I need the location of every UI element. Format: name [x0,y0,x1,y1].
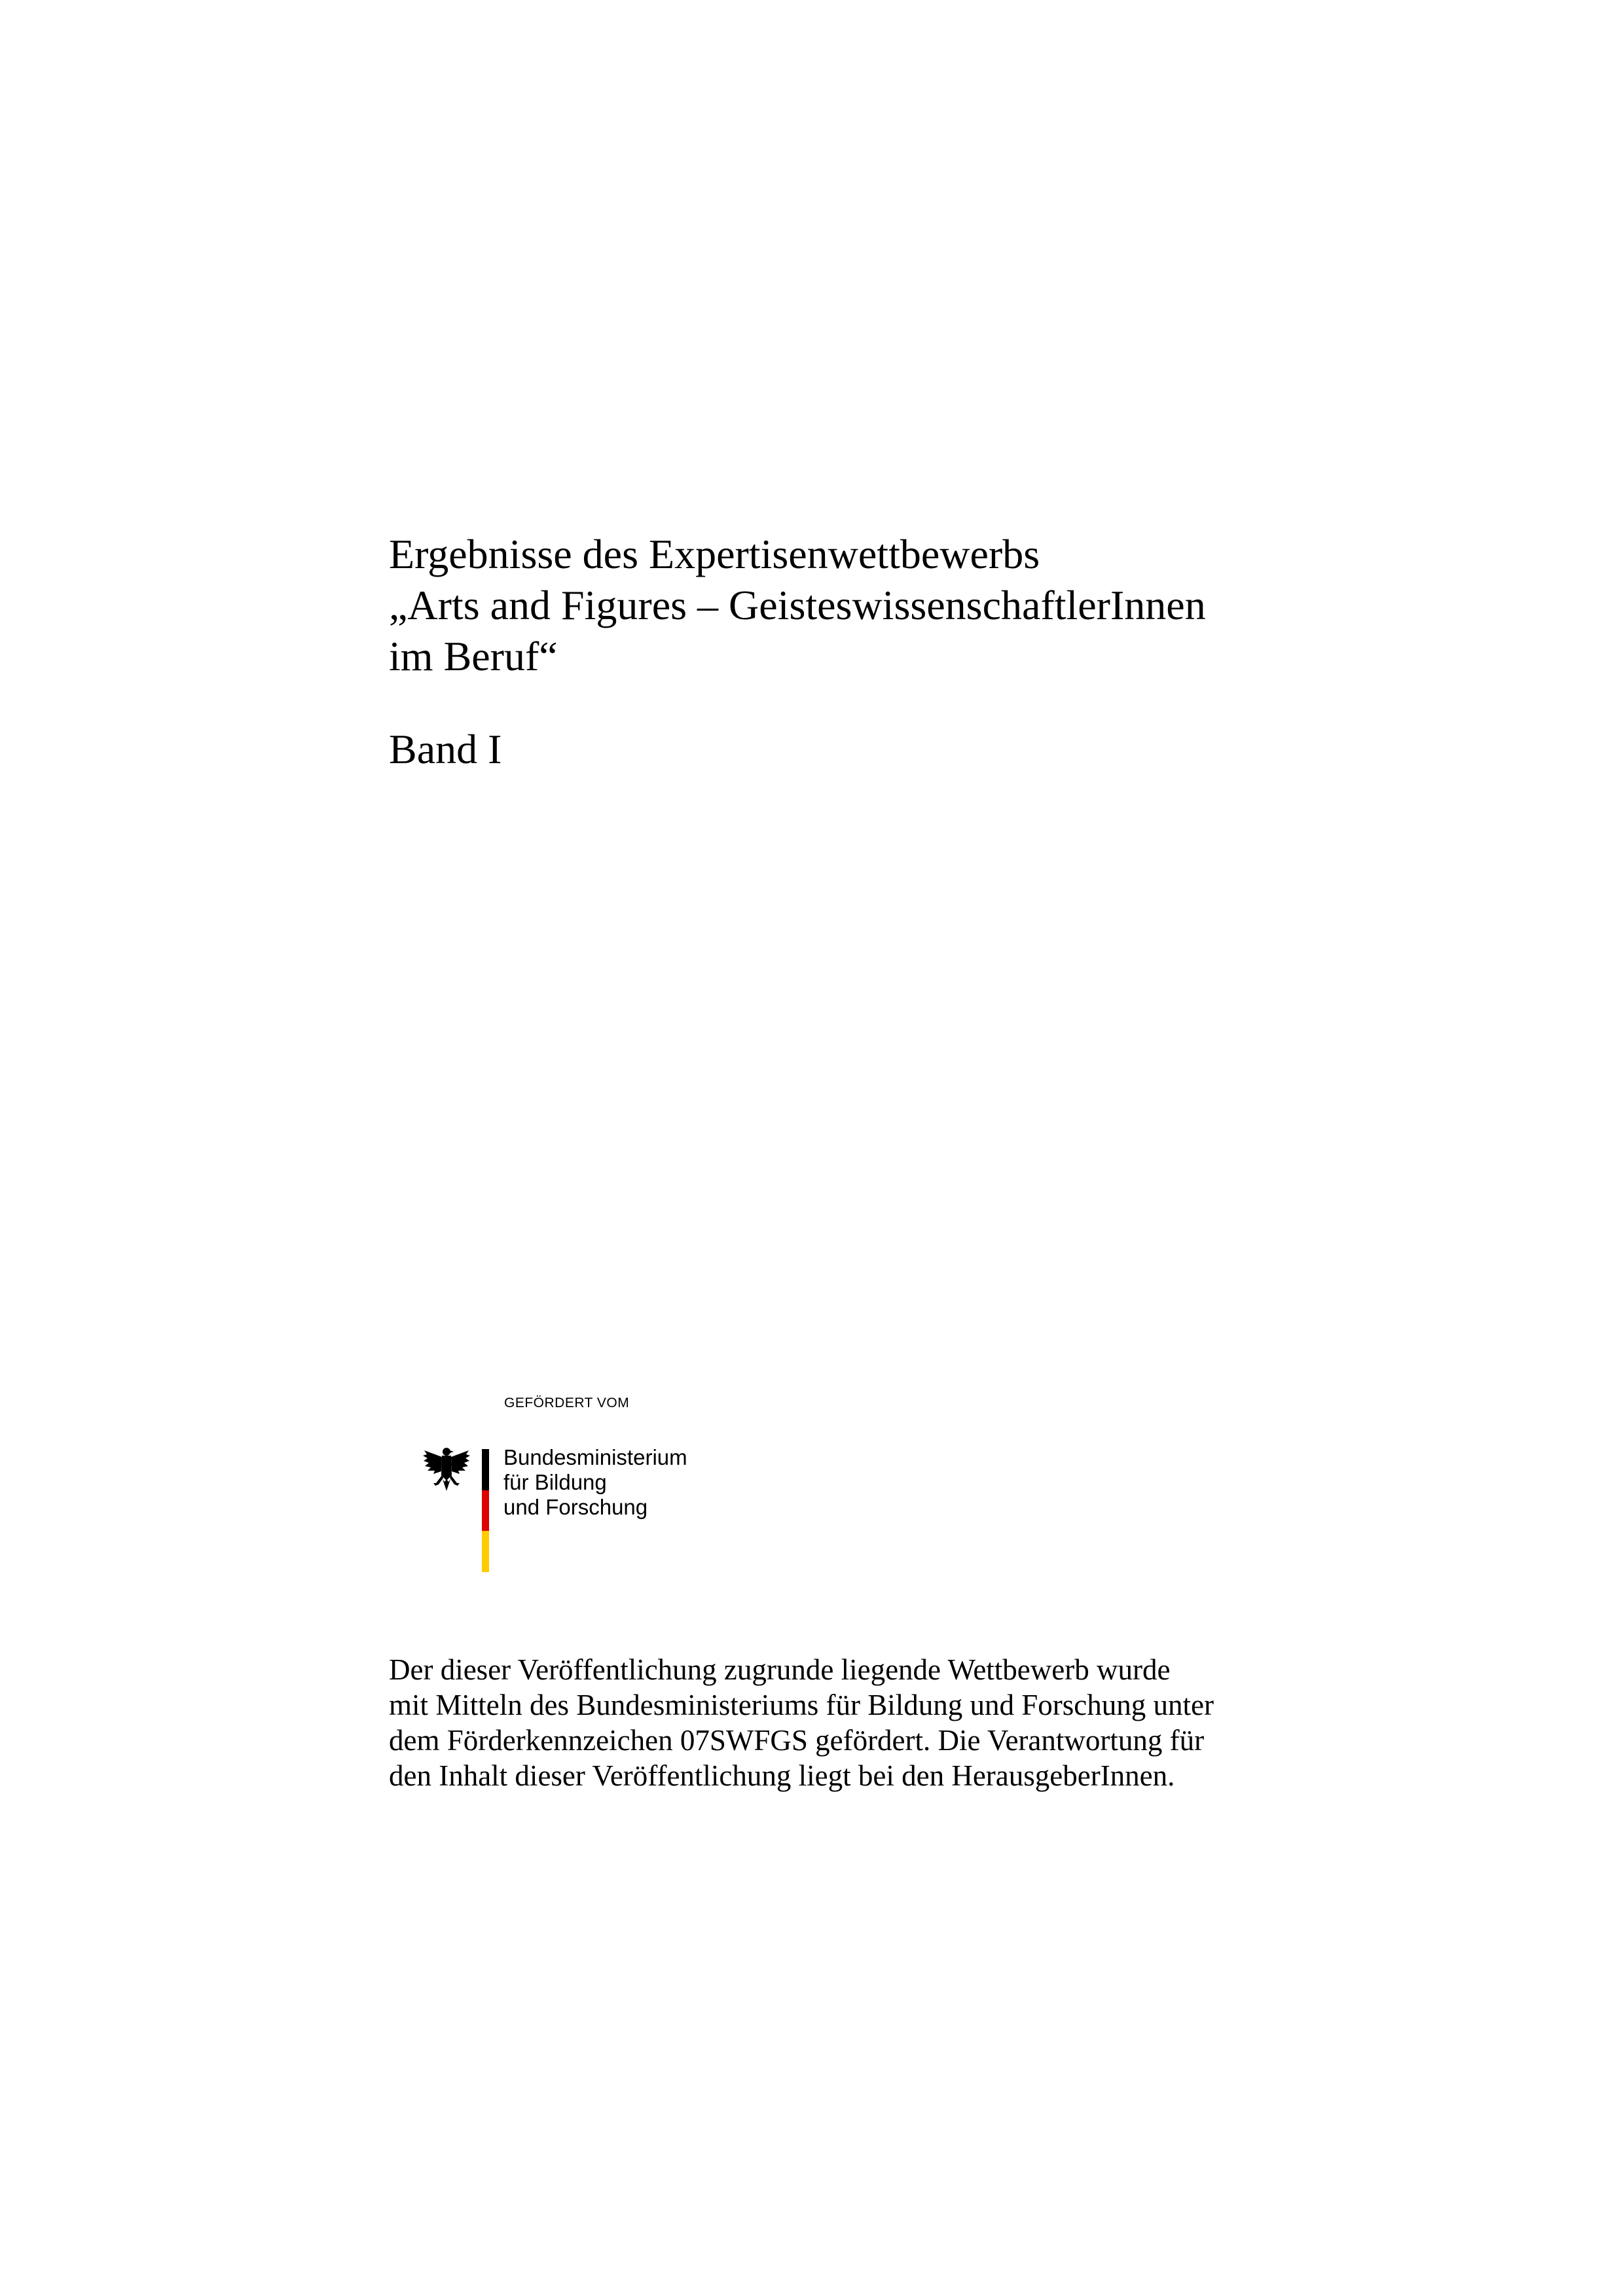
funding-label: GEFÖRDERT VOM [504,1395,630,1410]
disclaimer-line: dem Förderkennzeichen 07SWFGS gefördert. Die Verantwortung für [389,1724,1205,1757]
flag-bar [482,1449,489,1572]
disclaimer-line: den Inhalt dieser Veröffentlichung liegt bei den HerausgeberInnen. [389,1759,1175,1792]
funding-disclaimer [389,1652,1279,1793]
title-line: Ergebnisse des Expertisenwettbewerbs [389,531,1040,577]
disclaimer-line: mit Mitteln des Bundesministeriums für Bildung und Forschung unter [389,1689,1214,1721]
flag-stripe-red [482,1490,489,1532]
flag-stripe-black [482,1449,489,1490]
ministry-name [503,1445,687,1520]
ministry-line: für Bildung [503,1470,607,1494]
flag-stripe-gold [482,1531,489,1572]
document-title [389,529,1371,682]
disclaimer-line: Der dieser Veröffentlichung zugrunde liegende Wettbewerb wurde [389,1653,1171,1686]
title-line: „Arts and Figures – GeisteswissenschaftlerInnen [389,582,1206,628]
title-line: im Beruf“ [389,633,558,679]
ministry-line: Bundesministerium [503,1445,687,1469]
volume-label: Band I [389,726,502,772]
ministry-line: und Forschung [503,1495,648,1519]
federal-eagle-icon [422,1445,471,1496]
